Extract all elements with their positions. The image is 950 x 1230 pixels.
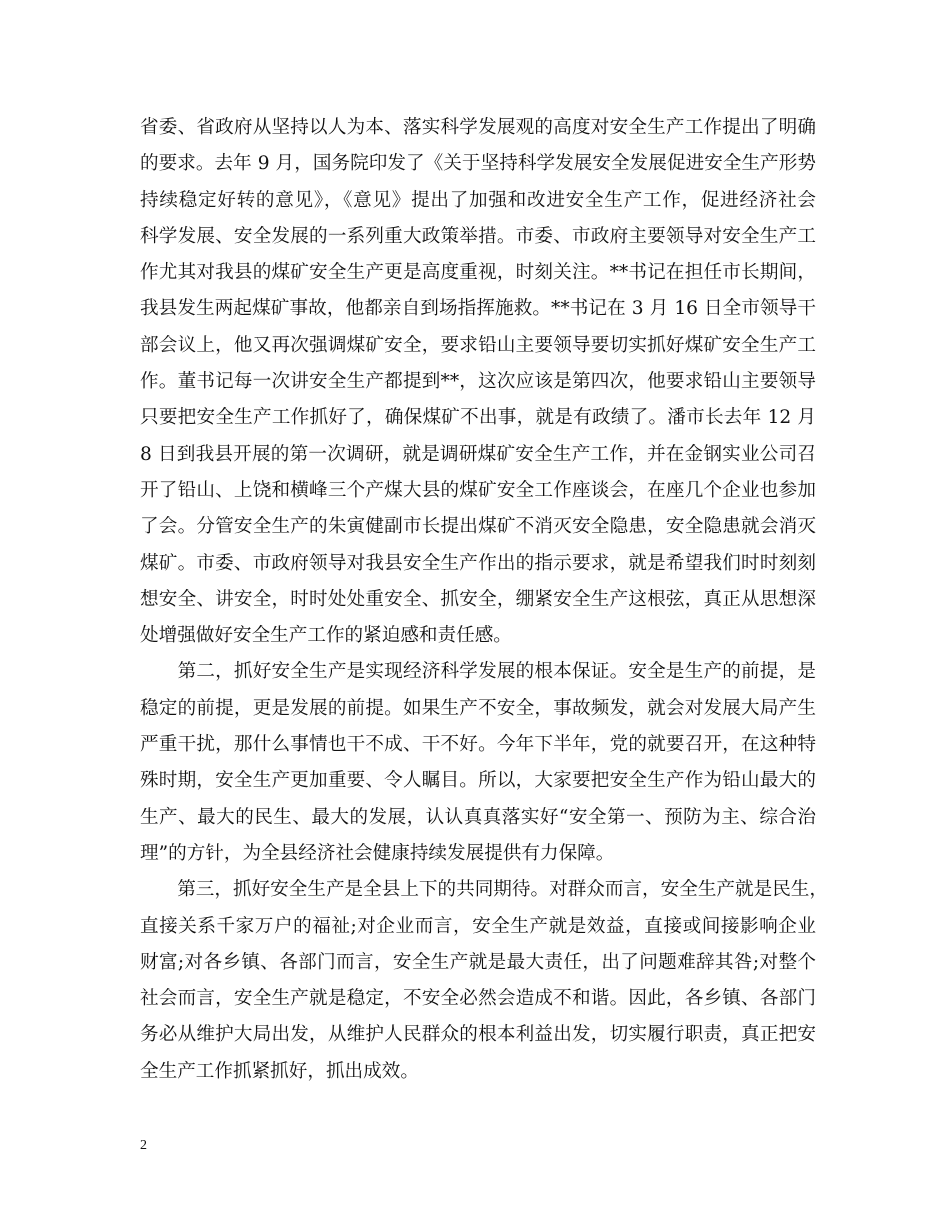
text-line: 全生产工作抓紧抓好，抓出成效。 (140, 1060, 419, 1082)
text-line: 第三，抓好安全生产是全县上下的共同期待。对群众而言，安全生产就是民生， (140, 879, 828, 901)
text-line: 第二，抓好安全生产是实现经济科学发展的根本保证。安全是生产的前提，是 (140, 661, 816, 683)
text-line: 只要把安全生产工作抓好了，确保煤矿不出事，就是有政绩了。潘市长去年 12 月 (140, 407, 816, 429)
text-line: 生产、最大的民生、最大的发展，认认真真落实好“安全第一、预防为主、综合治 (140, 806, 816, 828)
text-line: 务必从维护大局出发，从维护人民群众的根本利益出发，切实履行职责，真正把安 (140, 1024, 816, 1046)
text-line: 我县发生两起煤矿事故，他都亲自到场指挥施救。**书记在 3 月 16 日全市领导干 (140, 298, 816, 320)
text-line: 煤矿。市委、市政府领导对我县安全生产作出的指示要求，就是希望我们时时刻刻 (140, 552, 816, 574)
page-number: 2 (140, 1138, 147, 1153)
text-line: 稳定的前提，更是发展的前提。如果生产不安全，事故频发，就会对发展大局产生 (140, 697, 816, 719)
text-line: 财富;对各乡镇、各部门而言，安全生产就是最大责任，出了问题难辞其咎;对整个 (140, 951, 816, 973)
text-line: 直接关系千家万户的福祉;对企业而言，安全生产就是效益，直接或间接影响企业 (140, 915, 816, 937)
text-line: 处增强做好安全生产工作的紧迫感和责任感。 (140, 625, 512, 647)
text-line: 作尤其对我县的煤矿安全生产更是高度重视，时刻关注。**书记在担任市长期间， (140, 262, 816, 284)
text-line: 8 日到我县开展的第一次调研，就是调研煤矿安全生产工作，并在金钢实业公司召 (140, 443, 816, 465)
text-line: 的要求。去年 9 月，国务院印发了《关于坚持科学发展安全发展促进安全生产形势 (140, 153, 816, 175)
text-line: 科学发展、安全发展的一系列重大政策举措。市委、市政府主要领导对安全生产工 (140, 225, 816, 247)
document-body (140, 110, 828, 1090)
text-line: 想安全、讲安全，时时处处重安全、抓安全，绷紧安全生产这根弦，真正从思想深 (140, 588, 816, 610)
text-line: 社会而言，安全生产就是稳定，不安全必然会造成不和谐。因此，各乡镇、各部门 (140, 988, 816, 1010)
text-line: 部会议上，他又再次强调煤矿安全，要求铅山主要领导要切实抓好煤矿安全生产工 (140, 334, 816, 356)
text-line: 持续稳定好转的意见》，《意见》提出了加强和改进安全生产工作，促进经济社会 (140, 189, 816, 211)
text-line: 作。董书记每一次讲安全生产都提到**，这次应该是第四次，他要求铅山主要领导 (140, 371, 816, 393)
text-line: 殊时期，安全生产更加重要、令人瞩目。所以，大家要把安全生产作为铅山最大的 (140, 770, 816, 792)
text-line: 理”的方针，为全县经济社会健康持续发展提供有力保障。 (140, 842, 615, 864)
text-line: 严重干扰，那什么事情也干不成、干不好。今年下半年，党的就要召开，在这种特 (140, 734, 816, 756)
text-line: 省委、省政府从坚持以人为本、落实科学发展观的高度对安全生产工作提出了明确 (140, 117, 816, 138)
text-line: 开了铅山、上饶和横峰三个产煤大县的煤矿安全工作座谈会，在座几个企业也参加 (140, 479, 816, 501)
text-line: 了会。分管安全生产的朱寅健副市长提出煤矿不消灭安全隐患，安全隐患就会消灭 (140, 516, 816, 538)
